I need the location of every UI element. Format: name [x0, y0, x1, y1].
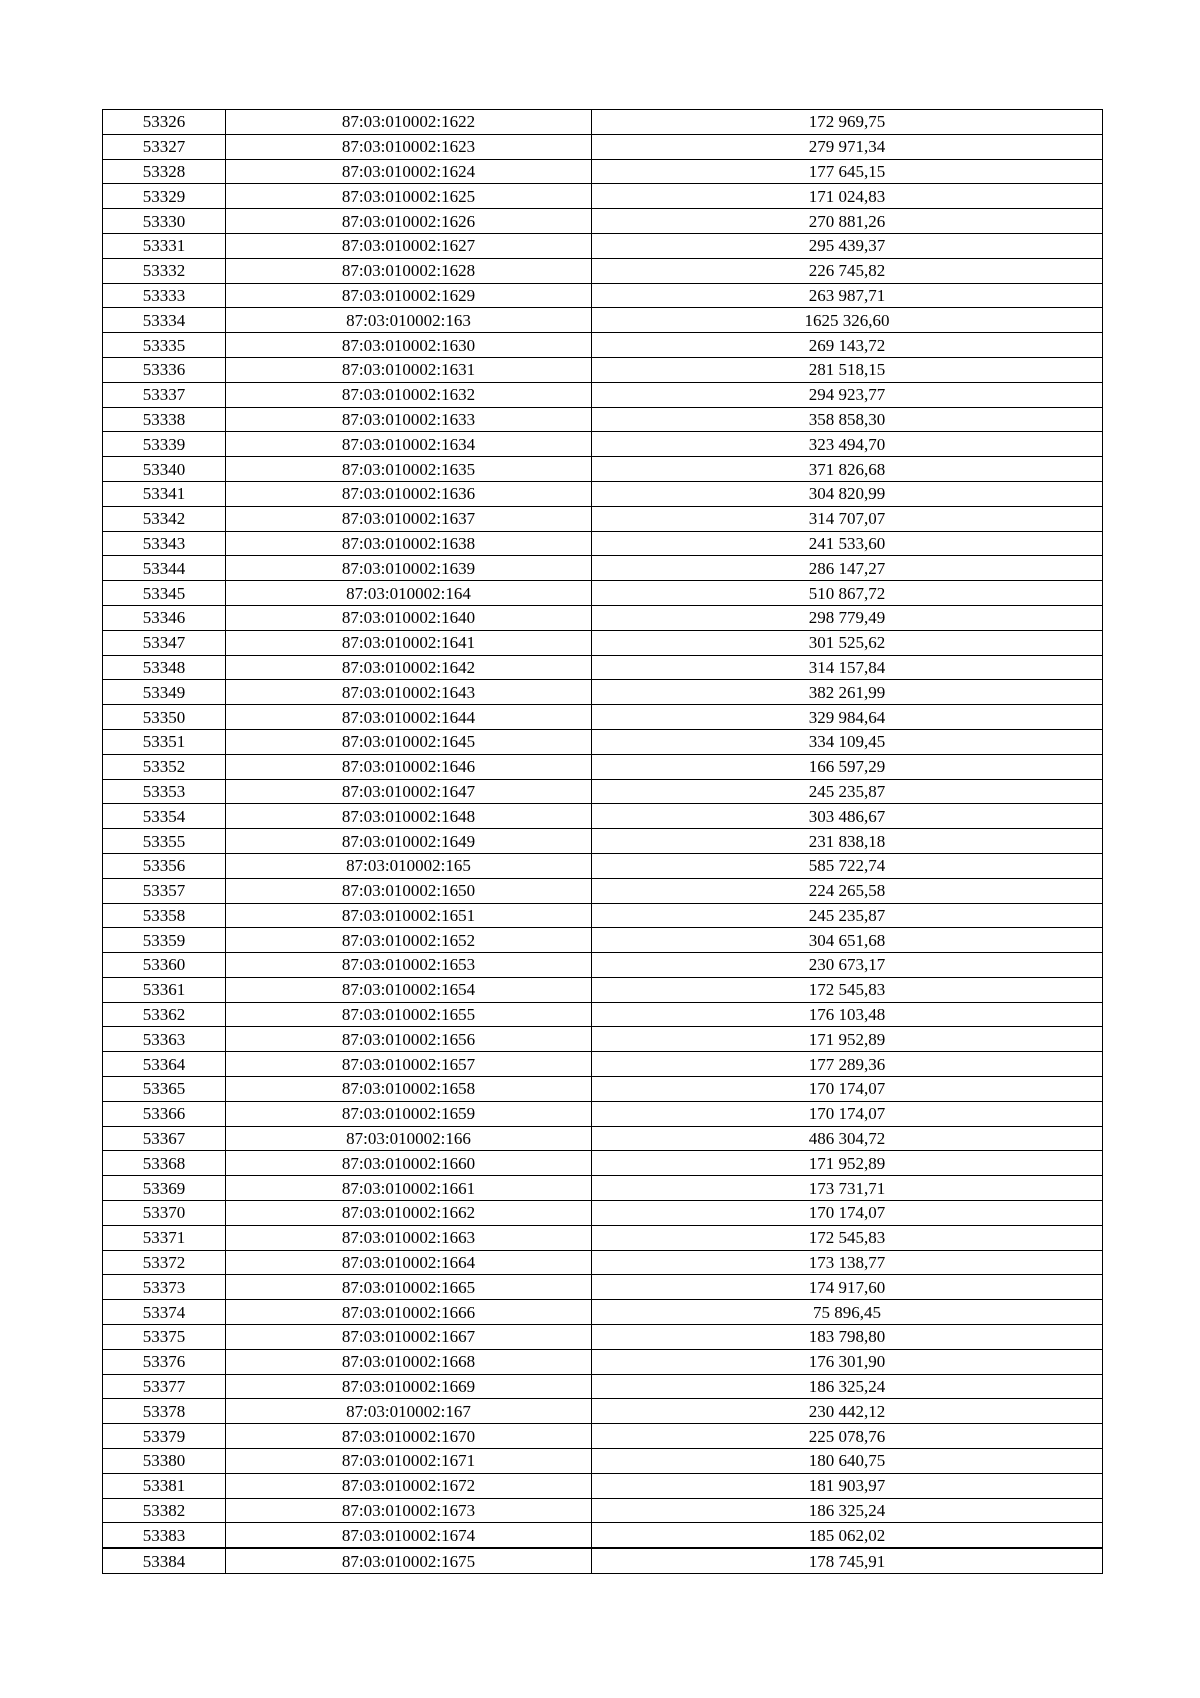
- cadastral-value-cell: 225 078,76: [592, 1424, 1103, 1449]
- row-number-cell: 53327: [103, 134, 226, 159]
- cadastral-number-cell: 87:03:010002:1665: [226, 1275, 592, 1300]
- table-row: [103, 432, 1103, 457]
- row-number-cell: 53328: [103, 159, 226, 184]
- cadastral-value-cell: 270 881,26: [592, 209, 1103, 234]
- row-number-cell: 53335: [103, 333, 226, 358]
- table-row: [103, 1052, 1103, 1077]
- cadastral-value-cell: 323 494,70: [592, 432, 1103, 457]
- table-row: [103, 680, 1103, 705]
- row-number-cell: 53364: [103, 1052, 226, 1077]
- cadastral-value-cell: 185 062,02: [592, 1523, 1103, 1548]
- cadastral-number-cell: 87:03:010002:1637: [226, 506, 592, 531]
- cadastral-number-cell: 87:03:010002:1625: [226, 184, 592, 209]
- row-number-cell: 53330: [103, 209, 226, 234]
- cadastral-value-cell: 226 745,82: [592, 258, 1103, 283]
- cadastral-value-cell: 314 707,07: [592, 506, 1103, 531]
- table-row: [103, 729, 1103, 754]
- cadastral-number-cell: 87:03:010002:1639: [226, 556, 592, 581]
- table-row: [103, 1498, 1103, 1523]
- row-number-cell: 53340: [103, 457, 226, 482]
- table-row: [103, 1151, 1103, 1176]
- cadastral-number-cell: 87:03:010002:1674: [226, 1523, 592, 1548]
- row-number-cell: 53334: [103, 308, 226, 333]
- cadastral-value-cell: 245 235,87: [592, 903, 1103, 928]
- table-row: [103, 977, 1103, 1002]
- cadastral-value-cell: 170 174,07: [592, 1077, 1103, 1102]
- row-number-cell: 53365: [103, 1077, 226, 1102]
- row-number-cell: 53373: [103, 1275, 226, 1300]
- cadastral-value-cell: 314 157,84: [592, 655, 1103, 680]
- cadastral-number-cell: 87:03:010002:167: [226, 1399, 592, 1424]
- table-row: [103, 258, 1103, 283]
- cadastral-value-cell: 295 439,37: [592, 233, 1103, 258]
- cadastral-number-cell: 87:03:010002:1649: [226, 829, 592, 854]
- cadastral-number-cell: 87:03:010002:1626: [226, 209, 592, 234]
- cadastral-number-cell: 87:03:010002:1640: [226, 605, 592, 630]
- cadastral-value-cell: 180 640,75: [592, 1449, 1103, 1474]
- cadastral-number-cell: 87:03:010002:1664: [226, 1250, 592, 1275]
- cadastral-value-cell: 181 903,97: [592, 1473, 1103, 1498]
- row-number-cell: 53361: [103, 977, 226, 1002]
- cadastral-number-cell: 87:03:010002:1636: [226, 481, 592, 506]
- row-number-cell: 53352: [103, 754, 226, 779]
- table-row: [103, 953, 1103, 978]
- cadastral-number-cell: 87:03:010002:1623: [226, 134, 592, 159]
- cadastral-value-cell: 171 952,89: [592, 1027, 1103, 1052]
- cadastral-number-cell: 87:03:010002:165: [226, 853, 592, 878]
- table-row: [103, 556, 1103, 581]
- table-row: [103, 134, 1103, 159]
- table-row: [103, 779, 1103, 804]
- table-row: [103, 1077, 1103, 1102]
- cadastral-number-cell: 87:03:010002:1647: [226, 779, 592, 804]
- table-row: [103, 1399, 1103, 1424]
- table-row: [103, 1101, 1103, 1126]
- cadastral-number-cell: 87:03:010002:1672: [226, 1473, 592, 1498]
- table-body: [103, 110, 1103, 1574]
- cadastral-value-cell: 186 325,24: [592, 1498, 1103, 1523]
- table-row: [103, 878, 1103, 903]
- row-number-cell: 53367: [103, 1126, 226, 1151]
- cadastral-value-cell: 279 971,34: [592, 134, 1103, 159]
- row-number-cell: 53326: [103, 110, 226, 135]
- row-number-cell: 53347: [103, 630, 226, 655]
- cadastral-value-cell: 172 969,75: [592, 110, 1103, 135]
- cadastral-number-cell: 87:03:010002:1627: [226, 233, 592, 258]
- cadastral-value-cell: 172 545,83: [592, 1225, 1103, 1250]
- cadastral-value-cell: 294 923,77: [592, 382, 1103, 407]
- cadastral-value-cell: 174 917,60: [592, 1275, 1103, 1300]
- row-number-cell: 53337: [103, 382, 226, 407]
- cadastral-value-cell: 176 103,48: [592, 1002, 1103, 1027]
- row-number-cell: 53379: [103, 1424, 226, 1449]
- table-row: [103, 705, 1103, 730]
- table-row: [103, 1250, 1103, 1275]
- row-number-cell: 53370: [103, 1201, 226, 1226]
- table-row: [103, 1349, 1103, 1374]
- cadastral-value-cell: 75 896,45: [592, 1300, 1103, 1325]
- table-row: [103, 1225, 1103, 1250]
- table-row: [103, 110, 1103, 135]
- row-number-cell: 53343: [103, 531, 226, 556]
- row-number-cell: 53346: [103, 605, 226, 630]
- row-number-cell: 53362: [103, 1002, 226, 1027]
- cadastral-number-cell: 87:03:010002:1631: [226, 357, 592, 382]
- table-row: [103, 1523, 1103, 1548]
- cadastral-value-cell: 170 174,07: [592, 1101, 1103, 1126]
- cadastral-value-cell: 263 987,71: [592, 283, 1103, 308]
- cadastral-value-cell: 172 545,83: [592, 977, 1103, 1002]
- cadastral-value-cell: 231 838,18: [592, 829, 1103, 854]
- cadastral-number-cell: 87:03:010002:1653: [226, 953, 592, 978]
- cadastral-number-cell: 87:03:010002:1655: [226, 1002, 592, 1027]
- cadastral-value-cell: 301 525,62: [592, 630, 1103, 655]
- cadastral-number-cell: 87:03:010002:1659: [226, 1101, 592, 1126]
- table-row: [103, 829, 1103, 854]
- row-number-cell: 53378: [103, 1399, 226, 1424]
- cadastral-number-cell: 87:03:010002:1666: [226, 1300, 592, 1325]
- table-row: [103, 605, 1103, 630]
- row-number-cell: 53353: [103, 779, 226, 804]
- table-row: [103, 1300, 1103, 1325]
- table-row: [103, 382, 1103, 407]
- cadastral-number-cell: 87:03:010002:1671: [226, 1449, 592, 1474]
- cadastral-number-cell: 87:03:010002:1642: [226, 655, 592, 680]
- row-number-cell: 53371: [103, 1225, 226, 1250]
- cadastral-number-cell: 87:03:010002:1624: [226, 159, 592, 184]
- table-row: [103, 1002, 1103, 1027]
- table-row: [103, 655, 1103, 680]
- cadastral-value-cell: 171 024,83: [592, 184, 1103, 209]
- cadastral-number-cell: 87:03:010002:1628: [226, 258, 592, 283]
- table-row: [103, 1027, 1103, 1052]
- table-row: [103, 506, 1103, 531]
- row-number-cell: 53381: [103, 1473, 226, 1498]
- cadastral-value-cell: 186 325,24: [592, 1374, 1103, 1399]
- cadastral-number-cell: 87:03:010002:1662: [226, 1201, 592, 1226]
- table-row: [103, 1275, 1103, 1300]
- row-number-cell: 53357: [103, 878, 226, 903]
- table-row: [103, 308, 1103, 333]
- table-row: [103, 1325, 1103, 1350]
- cadastral-value-cell: 245 235,87: [592, 779, 1103, 804]
- cadastral-number-cell: 87:03:010002:1669: [226, 1374, 592, 1399]
- cadastral-value-cell: 171 952,89: [592, 1151, 1103, 1176]
- row-number-cell: 53366: [103, 1101, 226, 1126]
- row-number-cell: 53332: [103, 258, 226, 283]
- row-number-cell: 53383: [103, 1523, 226, 1548]
- cadastral-value-cell: 329 984,64: [592, 705, 1103, 730]
- cadastral-value-cell: 286 147,27: [592, 556, 1103, 581]
- cadastral-value-cell: 183 798,80: [592, 1325, 1103, 1350]
- table-row: [103, 184, 1103, 209]
- cadastral-number-cell: 87:03:010002:164: [226, 581, 592, 606]
- row-number-cell: 53341: [103, 481, 226, 506]
- row-number-cell: 53358: [103, 903, 226, 928]
- row-number-cell: 53359: [103, 928, 226, 953]
- cadastral-number-cell: 87:03:010002:1630: [226, 333, 592, 358]
- row-number-cell: 53350: [103, 705, 226, 730]
- table-row: [103, 283, 1103, 308]
- cadastral-number-cell: 87:03:010002:1641: [226, 630, 592, 655]
- cadastral-value-cell: 230 673,17: [592, 953, 1103, 978]
- cadastral-number-cell: 87:03:010002:166: [226, 1126, 592, 1151]
- table-row: [103, 1176, 1103, 1201]
- table-row: [103, 581, 1103, 606]
- table-row: [103, 333, 1103, 358]
- row-number-cell: 53374: [103, 1300, 226, 1325]
- table-row: [103, 1201, 1103, 1226]
- cadastral-value-cell: 177 645,15: [592, 159, 1103, 184]
- row-number-cell: 53329: [103, 184, 226, 209]
- row-number-cell: 53349: [103, 680, 226, 705]
- table-row: [103, 1424, 1103, 1449]
- cadastral-number-cell: 87:03:010002:1663: [226, 1225, 592, 1250]
- row-number-cell: 53344: [103, 556, 226, 581]
- table-row: [103, 1548, 1103, 1573]
- cadastral-number-cell: 87:03:010002:1668: [226, 1349, 592, 1374]
- cadastral-number-cell: 87:03:010002:1634: [226, 432, 592, 457]
- cadastral-number-cell: 87:03:010002:1635: [226, 457, 592, 482]
- cadastral-value-cell: 177 289,36: [592, 1052, 1103, 1077]
- cadastral-number-cell: 87:03:010002:1651: [226, 903, 592, 928]
- row-number-cell: 53342: [103, 506, 226, 531]
- table-row: [103, 233, 1103, 258]
- table-row: [103, 630, 1103, 655]
- table-row: [103, 531, 1103, 556]
- cadastral-value-cell: 176 301,90: [592, 1349, 1103, 1374]
- table-row: [103, 853, 1103, 878]
- cadastral-number-cell: 87:03:010002:1650: [226, 878, 592, 903]
- cadastral-value-cell: 173 138,77: [592, 1250, 1103, 1275]
- cadastral-number-cell: 87:03:010002:1644: [226, 705, 592, 730]
- row-number-cell: 53331: [103, 233, 226, 258]
- row-number-cell: 53375: [103, 1325, 226, 1350]
- cadastral-value-cell: 230 442,12: [592, 1399, 1103, 1424]
- cadastral-number-cell: 87:03:010002:1660: [226, 1151, 592, 1176]
- cadastral-value-cell: 358 858,30: [592, 407, 1103, 432]
- cadastral-number-cell: 87:03:010002:1658: [226, 1077, 592, 1102]
- table-row: [103, 928, 1103, 953]
- cadastral-value-cell: 382 261,99: [592, 680, 1103, 705]
- table-row: [103, 481, 1103, 506]
- row-number-cell: 53384: [103, 1548, 226, 1573]
- table-row: [103, 1473, 1103, 1498]
- cadastral-number-cell: 87:03:010002:1648: [226, 804, 592, 829]
- row-number-cell: 53368: [103, 1151, 226, 1176]
- cadastral-number-cell: 87:03:010002:1661: [226, 1176, 592, 1201]
- table-row: [103, 357, 1103, 382]
- cadastral-value-cell: 304 820,99: [592, 481, 1103, 506]
- row-number-cell: 53372: [103, 1250, 226, 1275]
- cadastral-number-cell: 87:03:010002:1629: [226, 283, 592, 308]
- cadastral-value-cell: 173 731,71: [592, 1176, 1103, 1201]
- cadastral-number-cell: 87:03:010002:1673: [226, 1498, 592, 1523]
- cadastral-value-cell: 371 826,68: [592, 457, 1103, 482]
- row-number-cell: 53360: [103, 953, 226, 978]
- table-row: [103, 1374, 1103, 1399]
- cadastral-number-cell: 87:03:010002:1656: [226, 1027, 592, 1052]
- cadastral-value-cell: 224 265,58: [592, 878, 1103, 903]
- row-number-cell: 53333: [103, 283, 226, 308]
- cadastral-value-cell: 170 174,07: [592, 1201, 1103, 1226]
- cadastral-number-cell: 87:03:010002:1638: [226, 531, 592, 556]
- table-row: [103, 754, 1103, 779]
- table-row: [103, 804, 1103, 829]
- table-row: [103, 457, 1103, 482]
- cadastral-value-cell: 1625 326,60: [592, 308, 1103, 333]
- table-row: [103, 903, 1103, 928]
- cadastral-value-cell: 304 651,68: [592, 928, 1103, 953]
- cadastral-value-cell: 178 745,91: [592, 1548, 1103, 1573]
- cadastral-value-cell: 281 518,15: [592, 357, 1103, 382]
- row-number-cell: 53377: [103, 1374, 226, 1399]
- cadastral-number-cell: 87:03:010002:163: [226, 308, 592, 333]
- row-number-cell: 53380: [103, 1449, 226, 1474]
- cadastral-number-cell: 87:03:010002:1633: [226, 407, 592, 432]
- row-number-cell: 53363: [103, 1027, 226, 1052]
- row-number-cell: 53345: [103, 581, 226, 606]
- cadastral-value-cell: 241 533,60: [592, 531, 1103, 556]
- row-number-cell: 53355: [103, 829, 226, 854]
- cadastral-number-cell: 87:03:010002:1643: [226, 680, 592, 705]
- row-number-cell: 53336: [103, 357, 226, 382]
- cadastral-number-cell: 87:03:010002:1622: [226, 110, 592, 135]
- cadastral-value-cell: 486 304,72: [592, 1126, 1103, 1151]
- cadastral-number-cell: 87:03:010002:1654: [226, 977, 592, 1002]
- row-number-cell: 53369: [103, 1176, 226, 1201]
- table-row: [103, 407, 1103, 432]
- cadastral-value-cell: 585 722,74: [592, 853, 1103, 878]
- row-number-cell: 53338: [103, 407, 226, 432]
- table-row: [103, 1126, 1103, 1151]
- cadastral-number-cell: 87:03:010002:1645: [226, 729, 592, 754]
- cadastral-number-cell: 87:03:010002:1657: [226, 1052, 592, 1077]
- cadastral-number-cell: 87:03:010002:1670: [226, 1424, 592, 1449]
- cadastral-value-cell: 510 867,72: [592, 581, 1103, 606]
- row-number-cell: 53339: [103, 432, 226, 457]
- cadastral-value-cell: 298 779,49: [592, 605, 1103, 630]
- table-row: [103, 209, 1103, 234]
- cadastral-number-cell: 87:03:010002:1675: [226, 1548, 592, 1573]
- row-number-cell: 53351: [103, 729, 226, 754]
- cadastral-number-cell: 87:03:010002:1632: [226, 382, 592, 407]
- cadastral-value-cell: 269 143,72: [592, 333, 1103, 358]
- cadastral-value-table: [102, 109, 1103, 1574]
- table-row: [103, 159, 1103, 184]
- cadastral-value-cell: 334 109,45: [592, 729, 1103, 754]
- row-number-cell: 53382: [103, 1498, 226, 1523]
- row-number-cell: 53354: [103, 804, 226, 829]
- row-number-cell: 53376: [103, 1349, 226, 1374]
- row-number-cell: 53348: [103, 655, 226, 680]
- row-number-cell: 53356: [103, 853, 226, 878]
- cadastral-value-cell: 166 597,29: [592, 754, 1103, 779]
- cadastral-number-cell: 87:03:010002:1652: [226, 928, 592, 953]
- cadastral-value-cell: 303 486,67: [592, 804, 1103, 829]
- cadastral-number-cell: 87:03:010002:1646: [226, 754, 592, 779]
- cadastral-number-cell: 87:03:010002:1667: [226, 1325, 592, 1350]
- table-row: [103, 1449, 1103, 1474]
